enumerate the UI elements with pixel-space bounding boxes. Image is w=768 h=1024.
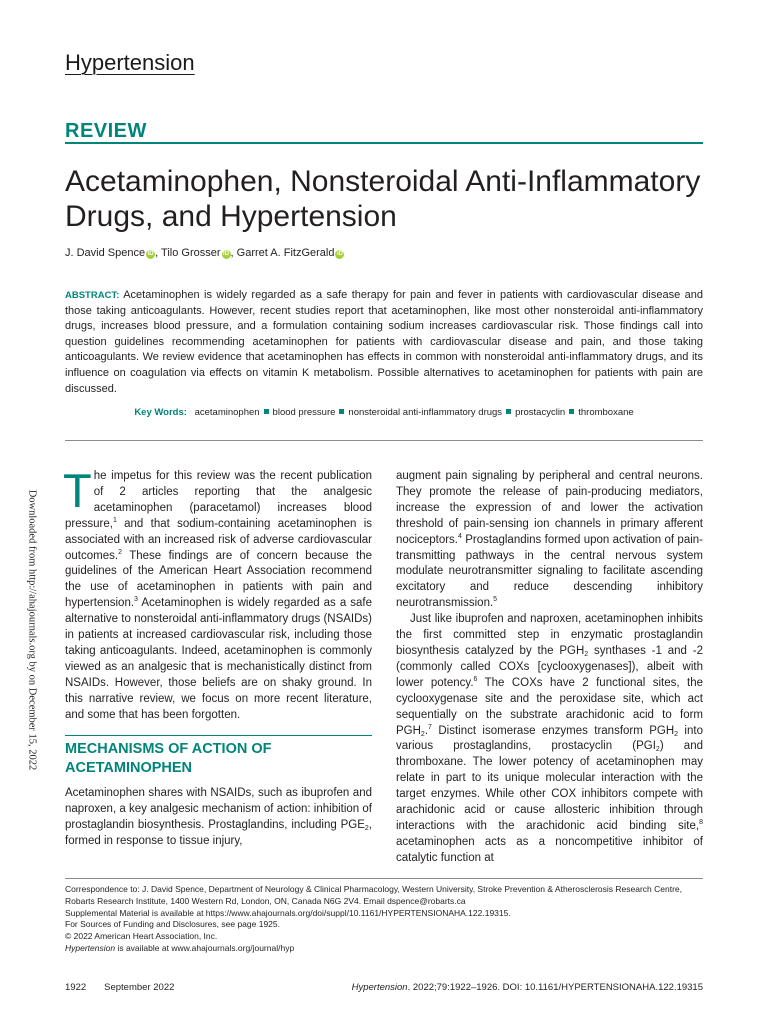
- footnotes: [65, 884, 705, 955]
- body-column-left: [63, 464, 372, 724]
- keywords-label: Key Words:: [134, 407, 187, 418]
- drop-cap: T: [63, 464, 92, 517]
- keyword-separator-square: [339, 409, 344, 414]
- section-rule: [65, 735, 372, 736]
- orcid-icon[interactable]: iD: [147, 251, 154, 257]
- author-name[interactable]: J. David Spence: [65, 247, 146, 259]
- journal-name: Hypertension: [65, 50, 195, 75]
- reference-link[interactable]: 2: [118, 548, 122, 556]
- citation-line: Hypertension. 2022;79:1922–1926. DOI: 10.1161/HYPERTENSIONAHA.122.19315: [351, 982, 703, 993]
- reference-link[interactable]: 8: [699, 818, 703, 826]
- orcid-icon[interactable]: iD: [336, 251, 343, 257]
- article-title: Acetaminophen, Nonsteroidal Anti-Inflammatory Drugs, and Hypertension: [65, 165, 701, 233]
- supplemental-line: Supplemental Material is available at https://www.ahajournals.org/doi/suppl/10.1161/HYPERTENSIONAHA.122.19315.: [65, 907, 511, 918]
- copyright-line: © 2022 American Heart Association, Inc.: [65, 931, 218, 942]
- page-number: 1922: [65, 982, 87, 993]
- keyword: prostacyclin: [515, 407, 566, 418]
- intro-paragraph: The impetus for this review was the recent publication of 2 articles reporting that the analgesic acetaminophen (paracetamol) increases blood pressure,$^1$ and that sodium-containing acetaminophen is associated with an increased risk of adverse cardiovascular outcomes.$^2$ These findings are of concern because the guidelines of the American Heart Association recommend the use of acetaminophen in patients with pain and hypertension.$^3$ Acetaminophen is widely regarded as a safe alternative to nonsteroidal anti-inflammatory drugs (NSAIDs) in patients at increased cardiovascular risk, including those taking anticoagulants. Indeed, acetaminophen is commonly viewed as an analgesic that is mechanistically distinct from NSAIDs. However, those beliefs are on shaky ground. In this narrative review, we focus on more recent literature, and some that has been forgotten.: [63, 464, 372, 721]
- body-column-left-continued: [65, 786, 372, 850]
- address-line: Robarts Research Institute, 1400 Western Rd, London, ON, Canada N6G 2V4. Email dspence@robarts.ca: [65, 895, 466, 906]
- keyword: nonsteroidal anti-inflammatory drugs: [348, 407, 503, 418]
- issue-month: September 2022: [104, 982, 175, 993]
- body-paragraph: Just like ibuprofen and naproxen, acetaminophen inhibits the first committed step in enzymatic prostaglandin biosynthesis catalyzed by the $PGH_2$ synthases -1 and -2 (commonly called COXs [cyclooxygenases]), albeit with lower potency.$^6$ The COXs have 2 functional sites, the cyclooxygenase site and the peroxidase site, which act sequentially on the substrate arachidonic acid to form $PGH_2.^7$ Distinct isomerase enzymes transform $PGH_2$ into various prostaglandins, prostacyclin $(PGI_2)$ and thromboxane. The lower potency of acetaminophen may relate in part to its unique molecular interaction with the target enzymes. While other COX inhibitors compete with arachidonic acid or cause allosteric inhibition through interactions with the arachidonic acid binding site,$^8$ acetaminophen acts as a noncompetitive inhibitor of catalytic function at: [396, 613, 703, 864]
- reference-link[interactable]: 7: [428, 723, 432, 731]
- page-footer-left: [65, 982, 174, 993]
- reference-link[interactable]: 3: [134, 596, 138, 604]
- reference-link[interactable]: 6: [473, 675, 478, 683]
- abstract-label: ABSTRACT:: [65, 290, 120, 301]
- download-sidebar: [22, 489, 42, 771]
- author-name[interactable]: Tilo Grosser: [161, 247, 221, 259]
- header-divider: [65, 440, 703, 441]
- keyword: acetaminophen: [194, 407, 260, 418]
- availability-line: Hypertension is available at www.ahajournals.org/journal/hyp: [65, 942, 295, 953]
- keyword: thromboxane: [578, 407, 634, 418]
- reference-link[interactable]: 4: [458, 532, 462, 540]
- abstract-text: Acetaminophen is widely regarded as a safe therapy for pain and fever in patients with cardiovascular disease and those taking anticoagulants. However, recent studies report that acetaminophen, like most other nonsteroidal anti-inflammatory drugs, increases blood pressure, and a formulation containing sodium increases cardiovascular risk. Those findings call into question guidelines recommending acetaminophen for patients with cardiovascular disease and pain, and those taking anticoagulants. We review evidence that acetaminophen has effects in common with nonsteroidal anti-inflammatory drugs, and its influence on coagulation via effects on vitamin K metabolism. Possible alternatives to acetaminophen for patients with pain are discussed.: [65, 289, 703, 395]
- section-heading: MECHANISMS OF ACTION OF ACETAMINOPHEN: [65, 741, 272, 776]
- keyword: blood pressure: [272, 407, 336, 418]
- download-notice: Downloaded from http://ahajournals.org by on December 15, 2022: [26, 489, 38, 771]
- keyword-separator-square: [264, 409, 269, 414]
- abstract: [65, 288, 703, 397]
- body-column-right: [396, 469, 703, 867]
- keyword-separator-square: [506, 409, 511, 414]
- orcid-icon[interactable]: iD: [223, 251, 230, 257]
- author-separator: ,: [155, 247, 162, 259]
- correspondence-line: Correspondence to: J. David Spence, Department of Neurology & Clinical Pharmacology, Western University, Stroke Prevention & Atherosclerosis Research Centre,: [65, 884, 683, 894]
- article-type: REVIEW: [65, 120, 147, 142]
- funding-line: For Sources of Funding and Disclosures, see page 1925.: [65, 919, 280, 930]
- footnote-divider: [65, 878, 703, 879]
- article-type-rule: [65, 142, 703, 144]
- reference-link[interactable]: 1: [112, 516, 117, 524]
- author-name[interactable]: Garret A. FitzGerald: [236, 247, 335, 259]
- reference-link[interactable]: 5: [493, 596, 498, 604]
- keywords: [65, 407, 703, 418]
- keyword-separator-square: [569, 409, 574, 414]
- mechanisms-paragraph: Acetaminophen shares with NSAIDs, such as ibuprofen and naproxen, a key analgesic mechanism of action: inhibition of prostaglandin biosynthesis. Prostaglandins, including $PGE_2$, formed in response to tissue injury,: [65, 787, 372, 847]
- body-paragraph: augment pain signaling by peripheral and central neurons. They promote the release of pain-producing mediators, increase the expression of and lower the activation threshold of pain-sensing ion channels in primary afferent nociceptors.$^4$ Prostaglandins formed upon activation of pain-transmitting pathways in the central nervous system modulate neurotransmitter signaling to facilitate ascending excitatory and reduce descending inhibitory neurotransmission.$^5$: [396, 470, 703, 610]
- author-separator: ,: [230, 247, 237, 259]
- author-list: [65, 247, 344, 259]
